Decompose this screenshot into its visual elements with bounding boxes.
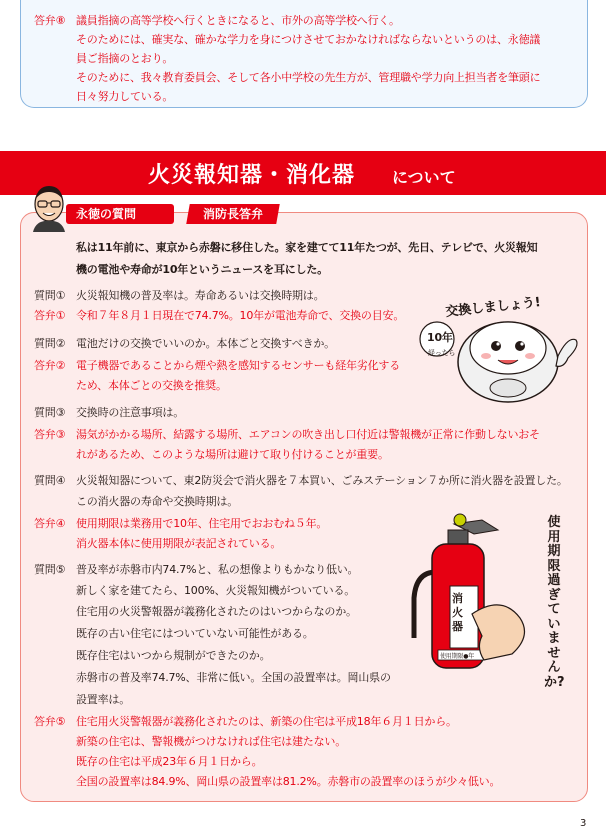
answer8-line: そのために、我々教育委員会、そして各小中学校の先生方が、管理職や学力向上担当者を筆頭に	[76, 71, 541, 84]
detector-badge: 10年	[427, 331, 453, 344]
question-label: 質問⑤	[34, 563, 66, 576]
question-text: 新しく家を建てたら、100%、火災報知機がついている。	[76, 584, 356, 597]
question-text: 赤磐市の普及率74.7%、非常に低い。全国の設置率は。岡山県の	[76, 671, 391, 684]
answer-text: 住宅用火災警報器が義務化されたのは、新築の住宅は平成18年６月１日から。	[76, 715, 457, 728]
section-title-banner	[0, 151, 606, 195]
answer-tag: 消防長答弁	[186, 204, 280, 224]
answer-label: 答弁⑤	[34, 715, 66, 728]
answer-text: 電子機器であることから煙や熱を感知するセンサーも経年劣化する	[76, 359, 400, 372]
answer-text: 消火器本体に使用期限が表記されている。	[76, 537, 282, 550]
answer-text: 使用期限は業務用で10年、住宅用でおおむね５年。	[76, 517, 328, 530]
answer8-line: そのためには、確実な、確かな学力を身につけさせておかなければならないというのは、永徳議	[76, 33, 541, 46]
answer8-line: 員ご指摘のとおり。	[76, 52, 174, 65]
page-number: 3	[580, 818, 587, 829]
answer-text: れがあるため、このような場所は避けて取り付けることが重要。	[76, 448, 389, 461]
question-label: 質問④	[34, 474, 66, 487]
answer-text: 令和７年８月１日現在で74.7%。10年が電池寿命で、交換の目安。	[76, 309, 405, 322]
question-text: 住宅用の火災警報器が義務化されたのはいつからなのか。	[76, 605, 357, 618]
answer8-line: 議員指摘の高等学校へ行くときになると、市外の高等学校へ行く。	[76, 14, 400, 27]
answer-text: ため、本体ごとの交換を推奨。	[76, 379, 227, 392]
answer-text: 既存の住宅は平成23年６月１日から。	[76, 755, 263, 768]
question-label: 質問③	[34, 406, 66, 419]
answer-label: 答弁③	[34, 428, 66, 441]
question-label: 質問②	[34, 337, 66, 350]
question-label: 質問①	[34, 289, 66, 302]
answer-text: 新築の住宅は、警報機がつけなければ住宅は建たない。	[76, 735, 346, 748]
answer-label: 答弁④	[34, 517, 66, 530]
question-text: 設置率は。	[76, 693, 130, 706]
answer-text: 湯気がかかる場所、結露する場所、エアコンの吹き出し口付近は警報機が正常に作動しないおそ	[76, 428, 540, 441]
question-text: 火災報知機の普及率は。寿命あるいは交換時期は。	[76, 289, 325, 302]
question-text: 普及率が赤磐市内74.7%と、私の想像よりもかなり低い。	[76, 563, 359, 576]
vertical-caption: 使用期限過ぎていませんか?	[544, 515, 565, 690]
question-text: 既存住宅はいつから規制ができたのか。	[76, 649, 271, 662]
detector-badge-sub: 経ったら	[428, 349, 456, 357]
extinguisher-label: 消火器	[452, 592, 463, 633]
question-text: 交換時の注意事項は。	[76, 406, 184, 419]
answer8-line: 日々努力している。	[76, 90, 174, 103]
question-text: 電池だけの交換でいいのか。本体ごと交換すべきか。	[76, 337, 335, 350]
answer-label: 答弁①	[34, 309, 66, 322]
questioner-avatar	[28, 182, 70, 232]
fire-extinguisher-illustration	[402, 506, 542, 674]
question-tag: 永徳の質問	[66, 204, 174, 224]
answer-text: 全国の設置率は84.9%、岡山県の設置率は81.2%。赤磐市の設置率のほうが少々低い。	[76, 775, 501, 788]
detector-speech: 交換しましょう!	[444, 295, 542, 320]
section-title-suffix: について	[392, 168, 456, 187]
section-title: 火災報知器・消化器	[148, 163, 356, 188]
extinguisher-expiry: 使用期限●年	[440, 653, 475, 660]
intro-line: 私は11年前に、東京から赤磐に移住した。家を建てて11年たつが、先日、テレビで、火災報知	[76, 241, 538, 254]
question-text: この消火器の寿命や交換時期は。	[76, 495, 238, 508]
question-text: 既存の古い住宅にはついていない可能性がある。	[76, 627, 314, 640]
intro-line: 機の電池や寿命が10年というニュースを耳にした。	[76, 263, 328, 276]
answer8-label: 答弁⑧	[34, 14, 66, 27]
answer-label: 答弁②	[34, 359, 66, 372]
question-text: 火災報知器について、東2防災会で消火器を７本買い、ごみステーション７か所に消火器を設置した。	[76, 474, 568, 487]
